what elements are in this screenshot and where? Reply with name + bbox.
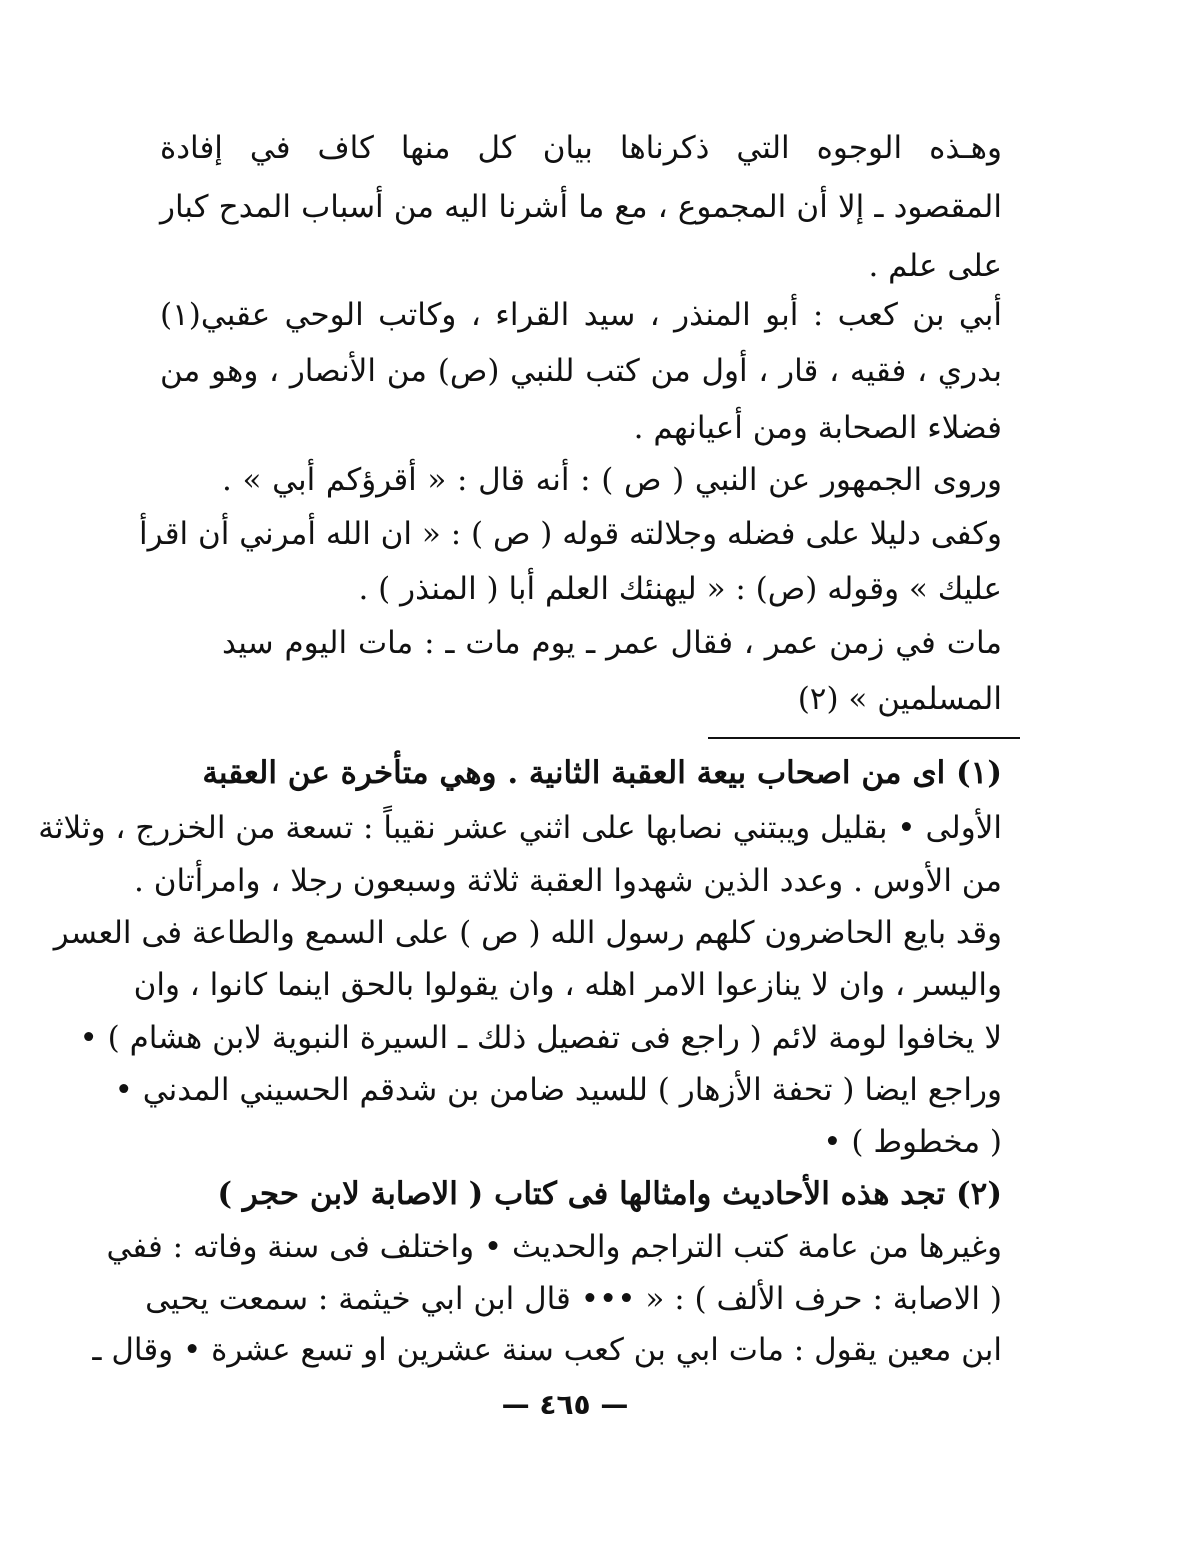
page-number: — ٤٦٥ — bbox=[501, 1388, 629, 1421]
main-line-5: بدري ، فقيه ، قار ، أول من كتب للنبي (ص) من الأنصار ، وهو من bbox=[160, 353, 1002, 389]
main-line-1: وهـذه الوجوه التي ذكرناها بيان كل منها كاف في إفادة bbox=[160, 130, 1002, 166]
main-line-6: فضلاء الصحابة ومن أعيانهم . bbox=[633, 410, 1002, 446]
main-line-4: أبي بن كعب : أبو المنذر ، سيد القراء ، وكاتب الوحي عقبي(١) bbox=[160, 297, 1002, 333]
footnote-1-line-4: وقد بايع الحاضرون كلهم رسول الله ( ص ) على السمع والطاعة فى العسر bbox=[53, 915, 1002, 951]
footnote-1-line-6: لا يخافوا لومة لائم ( راجع فى تفصيل ذلك ـ السيرة النبوية لابن هشام ) • bbox=[79, 1020, 1002, 1056]
footnote-1-line-7: وراجع ايضا ( تحفة الأزهار ) للسيد ضامن بن شدقم الحسيني المدني • bbox=[114, 1072, 1002, 1108]
footnote-1-line-1: (١) اى من اصحاب بيعة العقبة الثانية . وهي متأخرة عن العقبة bbox=[202, 755, 1002, 791]
footnote-1-line-2: الأولى • بقليل ويبتني نصابها على اثني عشر نقيباً : تسعة من الخزرج ، وثلاثة bbox=[38, 810, 1002, 846]
footnote-1-line-3: من الأوس . وعدد الذين شهدوا العقبة ثلاثة وسبعون رجلا ، وامرأتان . bbox=[134, 863, 1002, 899]
footnotes bbox=[38, 0, 1002, 1380]
footnote-2-line-1: (٢) تجد هذه الأحاديث وامثالها فى كتاب ( الاصابة لابن حجر ) bbox=[217, 1176, 1002, 1212]
footnote-2-line-3: ( الاصابة : حرف الألف ) : « ••• قال ابن ابي خيثمة : سمعت يحيى bbox=[145, 1281, 1002, 1317]
main-line-11: المسلمين » (٢) bbox=[797, 681, 1002, 717]
main-line-10: مات في زمن عمر ، فقال عمر ـ يوم مات ـ : مات اليوم سيد bbox=[222, 625, 1002, 661]
footnote-1-line-8: ( مخطوط ) • bbox=[823, 1124, 1002, 1160]
main-line-7: وروى الجمهور عن النبي ( ص ) : أنه قال : « أقرؤكم أبي » . bbox=[222, 462, 1002, 498]
footnote-2-line-4: ابن معين يقول : مات ابي بن كعب سنة عشرين او تسع عشرة • وقال ـ bbox=[92, 1332, 1002, 1368]
footnote-2-line-2: وغيرها من عامة كتب التراجم والحديث • واختلف فى سنة وفاته : ففي bbox=[106, 1229, 1002, 1265]
main-line-9: عليك » وقوله (ص) : « ليهنئك العلم أبا ( المنذر ) . bbox=[358, 571, 1002, 607]
main-line-8: وكفى دليلا على فضله وجلالته قوله ( ص ) : « ان الله أمرني أن اقرأ bbox=[138, 516, 1002, 552]
main-line-2: المقصود ـ إلا أن المجموع ، مع ما أشرنا اليه من أسباب المدح كبار bbox=[160, 189, 1002, 225]
main-line-3: على علم . bbox=[868, 248, 1002, 284]
footnote-1-line-5: واليسر ، وان لا ينازعوا الامر اهله ، وان يقولوا بالحق اينما كانوا ، وان bbox=[133, 967, 1002, 1003]
